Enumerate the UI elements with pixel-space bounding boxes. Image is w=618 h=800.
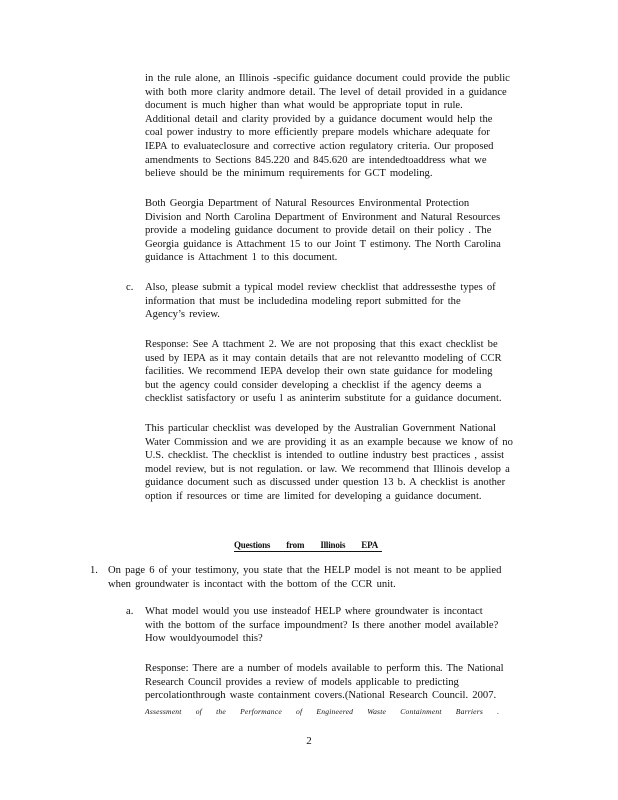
text-line: Georgia guidance is Attachment 15 to our Joint T estimony. The North Carolina bbox=[145, 238, 501, 250]
item-a-label: a. bbox=[126, 606, 134, 617]
text-line: This particular checklist was developed by the Australian Government National bbox=[145, 423, 496, 434]
text-line: Both Georgia Department of Natural Resources Environmental Protection bbox=[145, 198, 470, 209]
text-line: Agency’s review. bbox=[145, 309, 220, 321]
paragraph-state-guidance bbox=[145, 197, 528, 265]
text-line: On page 6 of your testimony, you state that the HELP model is not meant to be applied bbox=[108, 565, 502, 576]
text-line: with both more clarity andmore detail. The level of detail provided in a guidance bbox=[145, 86, 507, 98]
text-line: What model would you use insteadof HELP where groundwater is incontact bbox=[145, 606, 483, 617]
response-models bbox=[145, 662, 531, 703]
text-line: facilities. We recommend IEPA develop their own state guidance for modeling bbox=[145, 366, 493, 378]
text-line: checklist satisfactory or usefu l as aninterim substitute for a guidance document. bbox=[145, 393, 502, 405]
text-line: Additional detail and clarity provided by a guidance document would help the bbox=[145, 113, 493, 125]
text-line: believe should be the minimum requirements for GCT modeling. bbox=[145, 168, 433, 180]
text-line: Water Commission and we are providing it as an example because we know of no bbox=[145, 436, 513, 448]
question-c bbox=[145, 281, 528, 322]
text-line: in the rule alone, an Illinois -specific guidance document could provide the public bbox=[145, 73, 510, 84]
response-checklist bbox=[145, 338, 528, 406]
text-line: Research Council provides a review of models applicable to predicting bbox=[145, 676, 459, 688]
question-1 bbox=[108, 564, 528, 591]
text-line: U.S. checklist. The checklist is intended to outline industry best practices , assist bbox=[145, 450, 505, 462]
citation-title: Assessment of the Performance of Engineered Waste Containment Barriers . bbox=[145, 707, 500, 716]
text-line: model review, but is not regulation. or law. We recommend that Illinois develop a bbox=[145, 463, 510, 475]
text-line: with the bottom of the surface impoundment? Is there another model available? bbox=[145, 619, 499, 631]
text-line: Also, please submit a typical model review checklist that addressesthe types of bbox=[145, 282, 496, 293]
question-a bbox=[145, 605, 528, 646]
text-line: provide a modeling guidance document to provide detail on their policy . The bbox=[145, 225, 492, 237]
text-line: How wouldyoumodel this? bbox=[145, 633, 263, 645]
text-line: amendments to Sections 845.220 and 845.620 are intendedtoaddress what we bbox=[145, 154, 487, 166]
page-number: 2 bbox=[306, 735, 312, 747]
text-line: Division and North Carolina Department of Environment and Natural Resources bbox=[145, 211, 501, 223]
text-line: guidance is Attachment 1 to this document. bbox=[145, 252, 338, 264]
paragraph-guidance-rationale bbox=[145, 72, 528, 181]
paragraph-australian-checklist bbox=[145, 422, 540, 504]
text-line: document is much higher than what would be appropriate toput in rule. bbox=[145, 100, 463, 112]
text-line: IEPA to evaluateclosure and corrective action regulatory criteria. Our proposed bbox=[145, 140, 494, 152]
text-line: when groundwater is incontact with the bottom of the CCR unit. bbox=[108, 578, 396, 590]
text-line: but the agency could consider developing a checklist if the agency deems a bbox=[145, 379, 482, 391]
text-line: Response: There are a number of models available to perform this. The National bbox=[145, 663, 504, 674]
text-line: percolationthrough waste containment covers.(National Research Council. 2007. bbox=[145, 690, 497, 702]
item-c-label: c. bbox=[126, 282, 134, 293]
text-line: information that must be includedina modeling report submitted for the bbox=[145, 295, 461, 307]
text-line: used by IEPA as it may contain details that are not relevantto modeling of CCR bbox=[145, 352, 502, 364]
text-line: option if resources or time are limited for developing a guidance document. bbox=[145, 490, 482, 502]
text-line: Response: See A ttachment 2. We are not proposing that this exact checklist be bbox=[145, 339, 498, 350]
section-heading: Questions from Illinois EPA bbox=[234, 540, 382, 552]
text-line: guidance document such as discussed under question 13 b. A checklist is another bbox=[145, 477, 506, 489]
question-1-label: 1. bbox=[90, 565, 98, 576]
text-line: coal power industry to more efficiently prepare models whichare adequate for bbox=[145, 127, 490, 139]
